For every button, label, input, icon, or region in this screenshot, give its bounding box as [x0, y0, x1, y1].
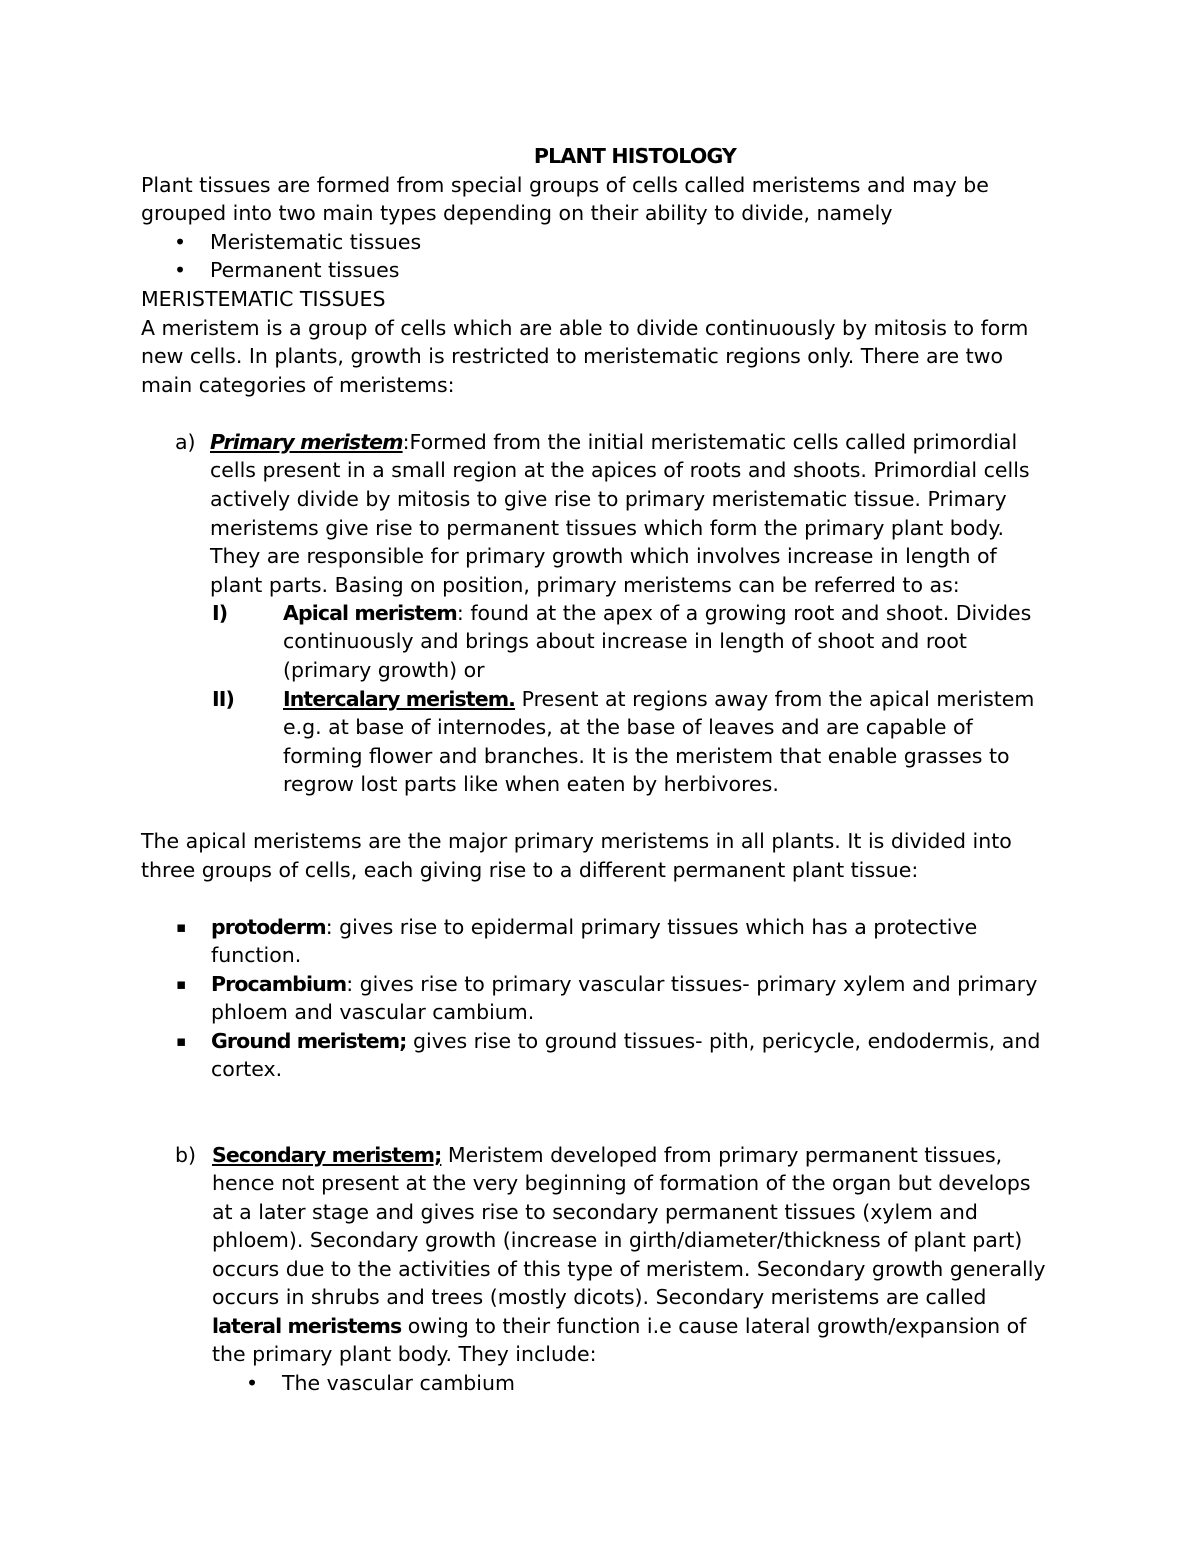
- intro-line-2: grouped into two main types depending on their ability to divide, namely: [141, 201, 893, 225]
- primary-line-3: meristems give rise to permanent tissues which form the primary plant body.: [210, 516, 1005, 540]
- bullet-icon: •: [174, 258, 187, 282]
- secondary-line-2: at a later stage and gives rise to secondary permanent tissues (xylem and: [212, 1200, 978, 1224]
- intercalary-marker: II): [212, 687, 234, 711]
- primary-line-1: cells present in a small region at the apices of roots and shoots. Primordial cells: [210, 458, 1030, 482]
- secondary-term: Secondary meristem;: [212, 1143, 442, 1167]
- group-cont: cortex.: [211, 1057, 283, 1081]
- intro-line-1: Plant tissues are formed from special groups of cells called meristems and may be: [141, 173, 989, 197]
- primary-term: Primary meristem: [210, 430, 403, 454]
- apical-first-line: [283, 599, 1031, 628]
- definition-line-3: main categories of meristems:: [141, 373, 455, 397]
- primary-line-2: actively divide by mitosis to give rise to primary meristematic tissue. Primary: [210, 487, 1007, 511]
- section-heading: MERISTEMATIC TISSUES: [141, 287, 386, 311]
- primary-line-5: plant parts. Basing on position, primary meristems can be referred to as:: [210, 573, 960, 597]
- group-lead: gives rise to ground tissues- pith, pericycle, endodermis, and: [406, 1029, 1041, 1053]
- primary-lead: :Formed from the initial meristematic cells called primordial: [402, 430, 1018, 454]
- group-protoderm: [211, 913, 977, 942]
- primary-marker: a): [175, 430, 196, 454]
- secondary-marker: b): [175, 1143, 197, 1167]
- primary-line-4: They are responsible for primary growth which involves increase in length of: [210, 544, 997, 568]
- intercalary-lead: Present at regions away from the apical meristem: [515, 687, 1035, 711]
- definition-line-1: A meristem is a group of cells which are able to divide continuously by mitosis to form: [141, 316, 1029, 340]
- group-lead: : gives rise to epidermal primary tissues which has a protective: [325, 915, 978, 939]
- secondary-line-4: occurs due to the activities of this type of meristem. Secondary growth generally: [212, 1257, 1046, 1281]
- apical-term: Apical meristem: [283, 601, 457, 625]
- lateral-rest: owing to their function i.e cause lateral growth/expansion of: [401, 1314, 1027, 1338]
- secondary-line-3: phloem). Secondary growth (increase in girth/diameter/thickness of plant part): [212, 1228, 1023, 1252]
- group-term: Ground meristem;: [211, 1029, 407, 1053]
- secondary-first-line: [212, 1141, 1002, 1170]
- list-item-text: Permanent tissues: [210, 258, 400, 282]
- square-bullet-icon: ▪: [176, 918, 187, 936]
- page-title: PLANT HISTOLOGY: [533, 144, 737, 168]
- apical-line-2: (primary growth) or: [283, 658, 485, 682]
- group-term: protoderm: [211, 915, 326, 939]
- secondary-last-line: the primary plant body. They include:: [212, 1342, 597, 1366]
- primary-first-line: [210, 428, 1017, 457]
- apical-lead: : found at the apex of a growing root and shoot. Divides: [456, 601, 1032, 625]
- bullet-icon: •: [246, 1371, 259, 1395]
- secondary-line-5: occurs in shrubs and trees (mostly dicots). Secondary meristems are called: [212, 1285, 987, 1309]
- group-cont: function.: [211, 943, 302, 967]
- definition-line-2: new cells. In plants, growth is restricted to meristematic regions only. There are two: [141, 344, 1004, 368]
- intercalary-first-line: [283, 685, 1034, 714]
- secondary-lateral-line: [212, 1312, 1026, 1341]
- secondary-lead: Meristem developed from primary permanent tissues,: [441, 1143, 1003, 1167]
- intercalary-line-3: regrow lost parts like when eaten by herbivores.: [283, 772, 779, 796]
- apical-para-line-1: The apical meristems are the major primary meristems in all plants. It is divided into: [141, 829, 1012, 853]
- list-item-text: The vascular cambium: [282, 1371, 515, 1395]
- intercalary-term: Intercalary meristem.: [283, 687, 516, 711]
- group-term: Procambium: [211, 972, 347, 996]
- square-bullet-icon: ▪: [176, 1032, 187, 1050]
- square-bullet-icon: ▪: [176, 975, 187, 993]
- group-procambium: [211, 970, 1037, 999]
- intercalary-line-1: e.g. at base of internodes, at the base of leaves and are capable of: [283, 715, 973, 739]
- group-ground: [211, 1027, 1040, 1056]
- lateral-term: lateral meristems: [212, 1314, 402, 1338]
- bullet-icon: •: [174, 230, 187, 254]
- apical-marker: I): [212, 601, 228, 625]
- apical-line-1: continuously and brings about increase in length of shoot and root: [283, 629, 967, 653]
- list-item-text: Meristematic tissues: [210, 230, 422, 254]
- group-cont: phloem and vascular cambium.: [211, 1000, 535, 1024]
- intercalary-line-2: forming flower and branches. It is the meristem that enable grasses to: [283, 744, 1010, 768]
- apical-para-line-2: three groups of cells, each giving rise to a different permanent plant tissue:: [141, 858, 919, 882]
- group-lead: : gives rise to primary vascular tissues- primary xylem and primary: [346, 972, 1038, 996]
- secondary-line-1: hence not present at the very beginning of formation of the organ but develops: [212, 1171, 1031, 1195]
